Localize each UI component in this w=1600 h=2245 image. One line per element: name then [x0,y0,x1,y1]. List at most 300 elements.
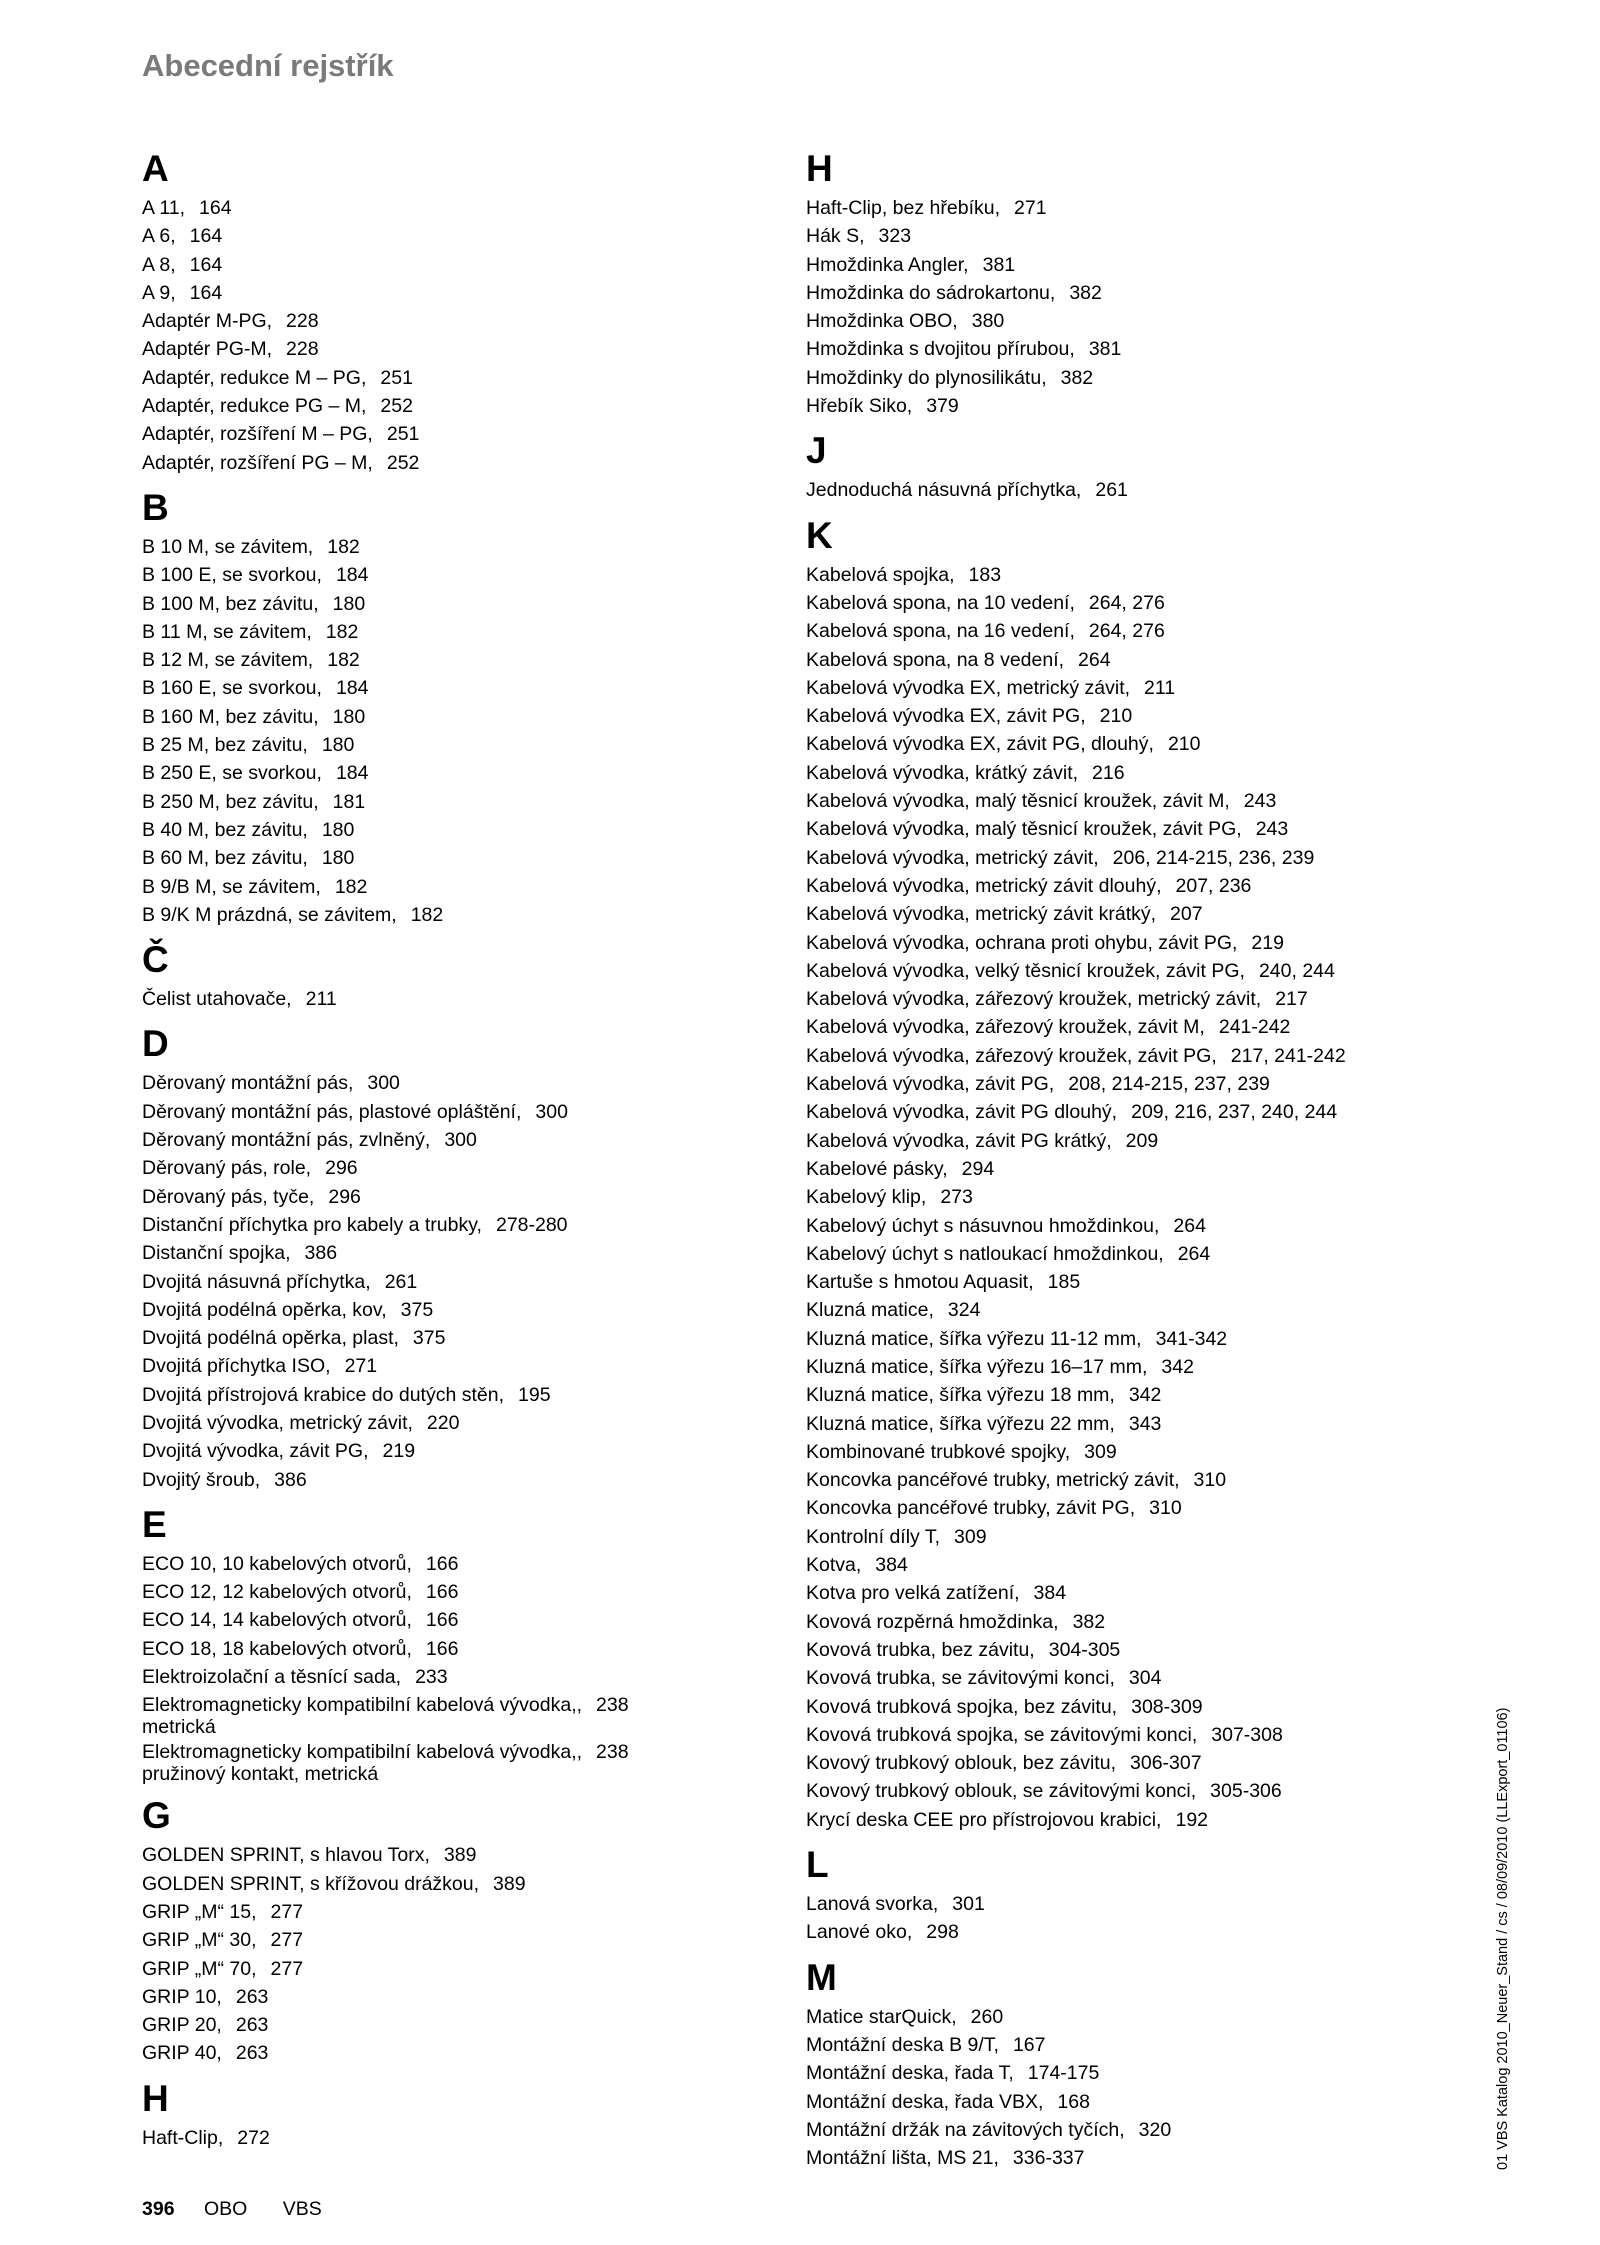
index-section [142,1023,782,1493]
entry-pages: 180 [321,847,355,870]
entry-pages: 184 [335,564,369,587]
entry-pages: 294 [961,1157,995,1180]
entry-pages: 264 [1078,648,1111,671]
entry-term: Lanová svorka, [806,1893,939,1916]
index-entry [142,731,782,759]
entry-pages: 386 [304,1242,338,1265]
entry-term: Kovová trubková spojka, se závitovými konci, [806,1723,1198,1746]
entry-term: B 250 M, bez závitu, [142,790,319,813]
entry-pages: 298 [926,1921,959,1944]
entry-pages: 277 [270,1929,304,1952]
index-entry [806,900,1446,928]
index-entry [806,1438,1446,1466]
entry-pages: 183 [968,563,1002,586]
entry-pages: 342 [1128,1384,1162,1407]
entry-term: Haft-Clip, bez hřebíku, [806,197,1001,219]
entry-pages: 300 [535,1100,568,1123]
entry-pages: 166 [425,1609,459,1632]
index-entry [806,364,1446,392]
index-entry [142,1098,782,1126]
index-section [806,148,1446,420]
entry-pages: 375 [400,1298,434,1321]
entry-term: GOLDEN SPRINT, s křížovou drážkou, [142,1872,480,1895]
entry-pages: 238 [596,1694,629,1717]
entry-pages: 174-175 [1027,2062,1100,2085]
entry-pages: 209, 216, 237, 240, 244 [1131,1101,1338,1124]
entry-pages: 182 [334,875,368,898]
entry-term: Montážní deska B 9/T, [806,2033,999,2056]
entry-term: A 8, [142,253,176,276]
entry-term: Kabelová vývodka, metrický závit krátký, [806,903,1157,926]
entry-term: B 40 M, bez závitu, [142,818,308,841]
entry-pages: 238 [596,1741,629,1764]
entry-term: Hmoždinka s dvojitou přírubou, [806,338,1075,361]
index-entry [806,1664,1446,1692]
index-entry [806,1240,1446,1268]
entry-term: Distanční spojka, [142,1242,291,1265]
entry-pages: 182 [410,903,444,926]
entry-pages: 166 [425,1637,459,1660]
index-entry [142,1606,782,1634]
entry-pages: 382 [1072,1610,1106,1633]
section-letter: E [142,1503,167,1545]
index-entry [806,1296,1446,1324]
index-entry [806,1042,1446,1070]
entry-pages: 386 [274,1468,307,1491]
entry-term: GRIP 10, [142,1985,222,2008]
index-entry [142,533,782,561]
index-entry [806,251,1446,279]
entry-pages: 168 [1057,2090,1090,2113]
entry-term: Kabelová vývodka EX, závit PG, [806,705,1086,728]
entry-term: B 60 M, bez závitu, [142,847,308,870]
entry-pages: 164 [199,197,232,219]
entry-term: Kabelová spona, na 8 vedení, [806,648,1065,671]
index-entry [806,1523,1446,1551]
entry-pages: 273 [940,1186,973,1209]
entry-pages: 336-337 [1012,2147,1085,2170]
index-entry [142,2039,782,2067]
entry-pages: 384 [1033,1582,1067,1605]
entry-pages: 182 [327,649,360,672]
entry-pages: 251 [386,423,420,446]
entry-term: Koncovka pancéřové trubky, závit PG, [806,1497,1136,1520]
entry-term: Dvojitá vývodka, závit PG, [142,1440,369,1463]
entry-pages: 210 [1167,733,1201,756]
index-entry [806,392,1446,420]
entry-pages: 264, 276 [1088,620,1165,643]
entry-pages: 181 [332,790,366,813]
entry-term: Kabelová vývodka, zářezový kroužek, metrický závit, [806,988,1262,1011]
index-entry [806,1721,1446,1749]
entry-pages: 243 [1243,790,1277,813]
index-entry [142,222,782,250]
entry-term: ECO 18, 18 kabelových otvorů, [142,1637,412,1660]
entry-term: Kabelová spona, na 16 vedení, [806,620,1075,643]
entry-term: Dvojitá vývodka, metrický závit, [142,1411,413,1434]
index-section [806,1957,1446,2173]
entry-term: Kabelová vývodka, metrický závit, [806,846,1099,869]
entry-term: B 9/B M, se závitem, [142,875,321,898]
entry-pages: 251 [380,366,413,389]
entry-term: Kabelové pásky, [806,1157,948,1180]
entry-term: Kabelová vývodka EX, metrický závit, [806,676,1131,699]
entry-pages: 184 [335,677,369,700]
index-entry [806,702,1446,730]
entry-pages: 182 [327,535,360,558]
entry-term: Kovová trubka, se závitovými konci, [806,1667,1115,1690]
index-entry [142,1381,782,1409]
index-entry [806,1268,1446,1296]
entry-pages: 271 [1014,197,1047,219]
entry-term: Dvojitá příchytka ISO, [142,1355,331,1378]
index-entry [142,1663,782,1691]
entry-term: GOLDEN SPRINT, s hlavou Torx, [142,1844,430,1867]
entry-term: Kabelová vývodka, metrický závit dlouhý, [806,874,1162,897]
index-entry [142,1955,782,1983]
index-entry [142,1296,782,1324]
entry-pages: 304-305 [1048,1638,1121,1661]
index-entry [806,194,1446,222]
entry-term: ECO 14, 14 kabelových otvorů, [142,1609,412,1632]
index-entry [806,1551,1446,1579]
index-entry [806,1155,1446,1183]
print-metadata-note: 01 VBS Katalog 2010_Neuer_Stand / cs / 08/09/2010 (LLExport_01106) [1495,1707,1511,2170]
index-entry [806,1466,1446,1494]
entry-term: B 160 M, bez závitu, [142,705,319,728]
entry-term: B 100 M, bez závitu, [142,592,319,615]
entry-pages: 180 [321,818,355,841]
entry-pages: 210 [1099,705,1133,728]
index-entry [806,617,1446,645]
entry-term: B 100 E, se svorkou, [142,564,322,587]
entry-pages: 309 [954,1525,987,1548]
footer-brand: OBO [203,2198,248,2220]
index-entry [806,646,1446,674]
index-entry [142,1926,782,1954]
entry-term: B 25 M, bez závitu, [142,734,308,757]
entry-term: Adaptér, redukce PG – M, [142,395,367,418]
index-entry [142,420,782,448]
entry-pages: 296 [328,1185,361,1208]
index-entry [142,1635,782,1663]
index-entry [806,2031,1446,2059]
entry-term: Kombinované trubkové spojky, [806,1440,1071,1463]
entry-pages: 263 [235,2014,269,2037]
entry-term: Kabelová vývodka, zářezový kroužek, závit PG, [806,1044,1217,1067]
entry-term: Kabelový úchyt s natloukací hmoždinkou, [806,1242,1164,1265]
entry-term: Dvojitá podélná opěrka, kov, [142,1298,387,1321]
index-entry [142,194,782,222]
index-entry [142,873,782,901]
entry-pages: 167 [1012,2033,1046,2056]
entry-pages: 382 [1060,366,1094,389]
index-entry [806,815,1446,843]
index-entry [806,1070,1446,1098]
entry-term: GRIP „M“ 15, [142,1900,257,1923]
entry-term: Děrovaný pás, tyče, [142,1185,315,1208]
index-entry [142,1409,782,1437]
entry-pages: 207, 236 [1175,874,1252,897]
index-entry [806,335,1446,363]
entry-term: B 160 E, se svorkou, [142,677,322,700]
entry-pages: 180 [332,592,366,615]
index-section [142,148,782,477]
index-entry [806,2059,1446,2087]
index-entry [142,788,782,816]
index-entry [806,730,1446,758]
index-entry [806,1494,1446,1522]
entry-pages: 208, 214-215, 237, 239 [1068,1073,1270,1096]
entry-pages: 389 [443,1844,477,1867]
index-entry [806,1806,1446,1834]
entry-term: Kluzná matice, šířka výřezu 18 mm, [806,1384,1115,1407]
entry-pages: 381 [1088,338,1122,361]
entry-pages: 271 [344,1355,378,1378]
entry-pages: 192 [1175,1808,1209,1831]
entry-pages: 164 [189,225,223,248]
index-entry [806,589,1446,617]
index-entry [806,2144,1446,2172]
entry-term: Adaptér, redukce M – PG, [142,366,367,389]
entry-term: Matice starQuick, [806,2005,957,2028]
index-entry [142,1324,782,1352]
entry-term: B 9/K M prázdná, se závitem, [142,903,397,926]
section-letter: G [142,1795,171,1837]
index-entry [142,449,782,477]
entry-term: Kovový trubkový oblouk, se závitovými konci, [806,1780,1197,1803]
index-entry [142,1983,782,2011]
index-entry [806,1636,1446,1664]
entry-pages: 342 [1161,1355,1194,1378]
entry-term: GRIP 40, [142,2042,222,2065]
entry-pages: 324 [947,1299,981,1322]
index-entry [142,816,782,844]
section-letter: D [142,1023,169,1065]
index-section [142,2078,782,2152]
entry-pages: 272 [237,2126,270,2149]
entry-pages: 243 [1255,818,1289,841]
entry-pages: 379 [926,395,959,418]
entry-pages: 220 [426,1411,460,1434]
entry-term: Hmoždinka do sádrokartonu, [806,281,1056,304]
entry-pages: 240, 244 [1258,959,1335,982]
entry-term: Dvojitá podélná opěrka, plast, [142,1327,399,1350]
index-entry [142,1694,782,1738]
index-section [806,430,1446,504]
entry-term: Distanční příchytka pro kabely a trubky, [142,1213,482,1236]
index-entry [806,957,1446,985]
index-entry [806,1183,1446,1211]
entry-term: GRIP 20, [142,2014,222,2037]
entry-term: Kabelová vývodka, velký těsnicí kroužek, závit PG, [806,959,1245,982]
index-entry [806,1918,1446,1946]
index-entry [806,985,1446,1013]
index-entry [806,929,1446,957]
entry-term: Montážní držák na závitových tyčích, [806,2118,1125,2141]
entry-pages: 260 [970,2005,1004,2028]
index-entry [142,618,782,646]
entry-pages: 252 [386,451,420,474]
entry-term: Kovová rozpěrná hmoždinka, [806,1610,1059,1633]
entry-term: Kabelová vývodka, krátký závit, [806,761,1079,784]
index-entry [142,1069,782,1097]
entry-pages: 384 [875,1554,908,1577]
section-letter: H [142,2077,169,2119]
entry-pages: 166 [425,1581,459,1604]
entry-pages: 211 [305,988,337,1011]
index-entry [806,561,1446,589]
index-entry [142,646,782,674]
entry-pages: 308-309 [1131,1695,1203,1718]
entry-pages: 301 [952,1893,985,1916]
index-entry [806,279,1446,307]
entry-term: Montážní deska, řada T, [806,2062,1014,2085]
index-column-left [142,148,782,2162]
entry-pages: 185 [1047,1271,1081,1294]
index-entry [806,2003,1446,2031]
entry-term-continuation: metrická [142,1716,216,1739]
entry-pages: 261 [384,1270,418,1293]
entry-pages: 310 [1193,1469,1227,1492]
entry-term: Kartuše s hmotou Aquasit, [806,1271,1034,1294]
index-entry [806,1098,1446,1126]
index-section [142,487,782,929]
index-entry [806,1608,1446,1636]
entry-pages: 261 [1095,479,1128,502]
index-entry [142,1126,782,1154]
entry-pages: 219 [382,1440,416,1463]
entry-pages: 380 [971,310,1005,333]
entry-pages: 343 [1128,1412,1162,1435]
entry-pages: 228 [286,338,319,361]
entry-term: Kotva, [806,1554,862,1577]
entry-term: Kluzná matice, [806,1299,934,1322]
entry-pages: 241-242 [1218,1016,1291,1039]
index-entry [806,307,1446,335]
entry-pages: 296 [325,1157,358,1180]
index-entry [806,2088,1446,2116]
entry-pages: 264, 276 [1088,591,1165,614]
entry-pages: 233 [415,1666,448,1689]
index-entry [142,674,782,702]
entry-term: Koncovka pancéřové trubky, metrický závit, [806,1469,1180,1492]
entry-term: Kabelová spona, na 10 vedení, [806,591,1075,614]
index-entry [806,872,1446,900]
index-entry [142,1239,782,1267]
entry-term: ECO 10, 10 kabelových otvorů, [142,1552,412,1575]
index-entry [142,251,782,279]
entry-pages: 278-280 [495,1213,568,1236]
entry-pages: 180 [321,734,355,757]
index-entry [806,1212,1446,1240]
index-section [806,515,1446,1834]
index-entry [806,1749,1446,1777]
section-letter: M [806,1956,837,1998]
index-entry [806,1353,1446,1381]
entry-term: B 11 M, se závitem, [142,620,312,643]
entry-term: Kovová trubková spojka, bez závitu, [806,1695,1118,1718]
entry-term: Adaptér PG-M, [142,338,273,361]
index-entry [806,674,1446,702]
entry-pages: 219 [1251,931,1284,954]
index-entry [142,2011,782,2039]
index-entry [142,364,782,392]
index-section [142,1795,782,2067]
entry-pages: 320 [1138,2118,1172,2141]
entry-term: Krycí deska CEE pro přístrojovou krabici, [806,1808,1162,1831]
index-entry [142,1211,782,1239]
entry-pages: 195 [518,1383,551,1406]
entry-pages: 180 [332,705,366,728]
entry-term: Elektromagneticky kompatibilní kabelová vývodka,, [142,1694,583,1717]
entry-pages: 164 [189,281,223,304]
entry-pages: 277 [270,1957,304,1980]
index-entry [806,787,1446,815]
entry-term: ECO 12, 12 kabelových otvorů, [142,1581,412,1604]
section-letter: J [806,430,827,472]
entry-term: Kotva pro velká zatížení, [806,1582,1020,1605]
entry-term: Dvojitá přístrojová krabice do dutých stěn, [142,1383,505,1406]
entry-pages: 382 [1069,281,1102,304]
entry-pages: 341-342 [1155,1327,1228,1350]
index-section [142,1504,782,1785]
section-letter: B [142,486,169,528]
entry-term: Elektromagneticky kompatibilní kabelová vývodka,, [142,1741,583,1764]
entry-pages: 217, 241-242 [1230,1044,1346,1067]
entry-pages: 264 [1173,1214,1206,1237]
entry-term: Adaptér, rozšíření M – PG, [142,423,373,446]
entry-pages: 164 [189,253,223,276]
entry-term: GRIP „M“ 30, [142,1929,257,1952]
index-entry [806,476,1446,504]
entry-pages: 375 [412,1327,446,1350]
index-entry [142,985,782,1013]
index-entry [142,1437,782,1465]
index-entry [142,1268,782,1296]
entry-pages: 305-306 [1210,1780,1282,1803]
entry-pages: 216 [1092,761,1125,784]
index-entry [142,1898,782,1926]
entry-term: Hřebík Siko, [806,395,913,418]
entry-term: Kabelová vývodka, malý těsnicí kroužek, závit M, [806,790,1230,813]
entry-pages: 307-308 [1211,1723,1283,1746]
entry-term: Děrovaný montážní pás, zvlněný, [142,1129,431,1152]
entry-term: A 6, [142,225,176,248]
index-entry [142,1466,782,1494]
entry-term: Děrovaný montážní pás, [142,1072,354,1095]
entry-term: Kabelová vývodka, zářezový kroužek, závit M, [806,1016,1205,1039]
index-entry [806,1579,1446,1607]
entry-term: Kabelová vývodka EX, závit PG, dlouhý, [806,733,1154,756]
entry-pages: 310 [1149,1497,1182,1520]
entry-term: Dvojitá násuvná příchytka, [142,1270,371,1293]
entry-term: Kovová trubka, bez závitu, [806,1638,1035,1661]
entry-term-continuation: pružinový kontakt, metrická [142,1763,379,1786]
entry-term: Lanové oko, [806,1921,913,1944]
entry-term: Dvojitý šroub, [142,1468,261,1491]
entry-term: B 250 E, se svorkou, [142,762,322,785]
index-entry [142,1352,782,1380]
entry-term: Adaptér, rozšíření PG – M, [142,451,373,474]
entry-term: Montážní lišta, MS 21, [806,2147,999,2170]
page-number: 396 [142,2198,175,2220]
entry-term: B 10 M, se závitem, [142,535,314,558]
entry-pages: 264 [1177,1242,1211,1265]
entry-pages: 300 [444,1129,477,1152]
entry-pages: 217 [1275,988,1308,1011]
entry-pages: 182 [325,620,359,643]
